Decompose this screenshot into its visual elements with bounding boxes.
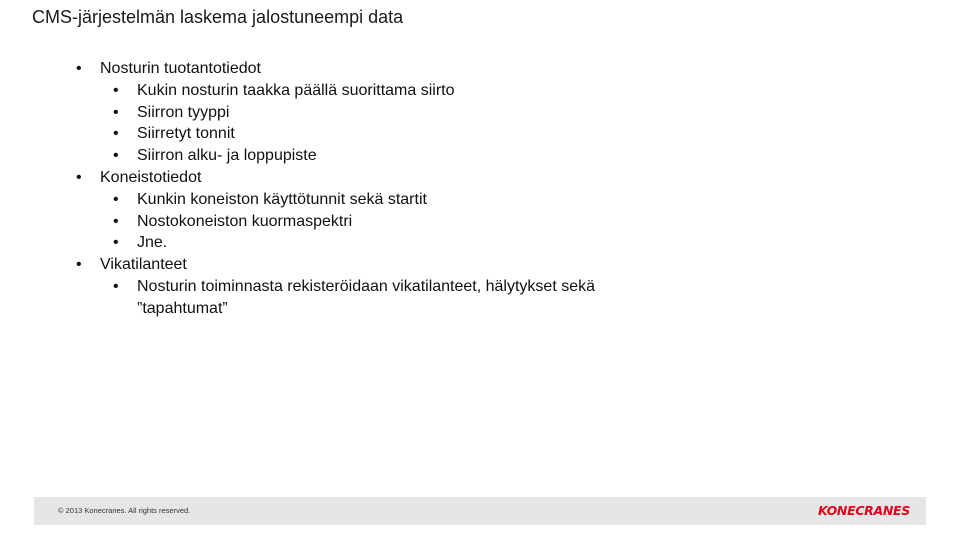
bullet-dot-icon: • xyxy=(113,277,119,295)
bullet-dot-icon: • xyxy=(113,125,119,143)
copyright-text: © 2013 Konecranes. All rights reserved. xyxy=(58,506,191,515)
bullet-dot-icon: • xyxy=(76,256,82,274)
sub-bullet-text: Nosturin toiminnasta rekisteröidaan vikatilanteet, hälytykset sekä ”tapahtumat” xyxy=(137,277,595,317)
bullet-text: Koneistotiedot xyxy=(100,168,202,186)
sub-bullet-text: Kunkin koneiston käyttötunnit sekä startit xyxy=(137,190,427,208)
bullet-dot-icon: • xyxy=(76,168,82,186)
sub-bullet-text: Nostokoneiston kuormaspektri xyxy=(137,212,353,230)
bullet-dot-icon: • xyxy=(113,81,119,99)
sub-bullet-item xyxy=(76,102,636,124)
sub-bullet-text: Kukin nosturin taakka päällä suorittama siirto xyxy=(137,81,455,99)
sub-bullet-item xyxy=(76,211,636,233)
bullet-dot-icon: • xyxy=(113,147,119,165)
konecranes-logo: KONECRANES xyxy=(818,503,910,518)
bullet-dot-icon: • xyxy=(113,103,119,121)
footer-bar xyxy=(34,497,926,525)
slide-title: CMS-järjestelmän laskema jalostuneempi data xyxy=(32,7,404,27)
bullet-dot-icon: • xyxy=(113,212,119,230)
bullet-dot-icon: • xyxy=(113,234,119,252)
sub-bullet-text: Siirron alku- ja loppupiste xyxy=(137,147,317,165)
sub-bullet-item xyxy=(76,123,636,145)
sub-bullet-item xyxy=(76,276,636,320)
bullet-list xyxy=(76,58,636,320)
sub-bullet-item xyxy=(76,189,636,211)
sub-bullet-text: Siirron tyyppi xyxy=(137,103,230,121)
bullet-text: Nosturin tuotantotiedot xyxy=(100,60,261,77)
bullet-item xyxy=(76,167,636,189)
sub-bullet-item xyxy=(76,145,636,167)
sub-bullet-text: Siirretyt tonnit xyxy=(137,125,235,143)
sub-bullet-text: Jne. xyxy=(137,234,168,252)
bullet-dot-icon: • xyxy=(76,60,82,77)
bullet-item xyxy=(76,58,636,80)
bullet-item xyxy=(76,254,636,276)
bullet-dot-icon: • xyxy=(113,190,119,208)
sub-bullet-item xyxy=(76,232,636,254)
bullet-text: Vikatilanteet xyxy=(100,256,187,274)
sub-bullet-item xyxy=(76,80,636,102)
